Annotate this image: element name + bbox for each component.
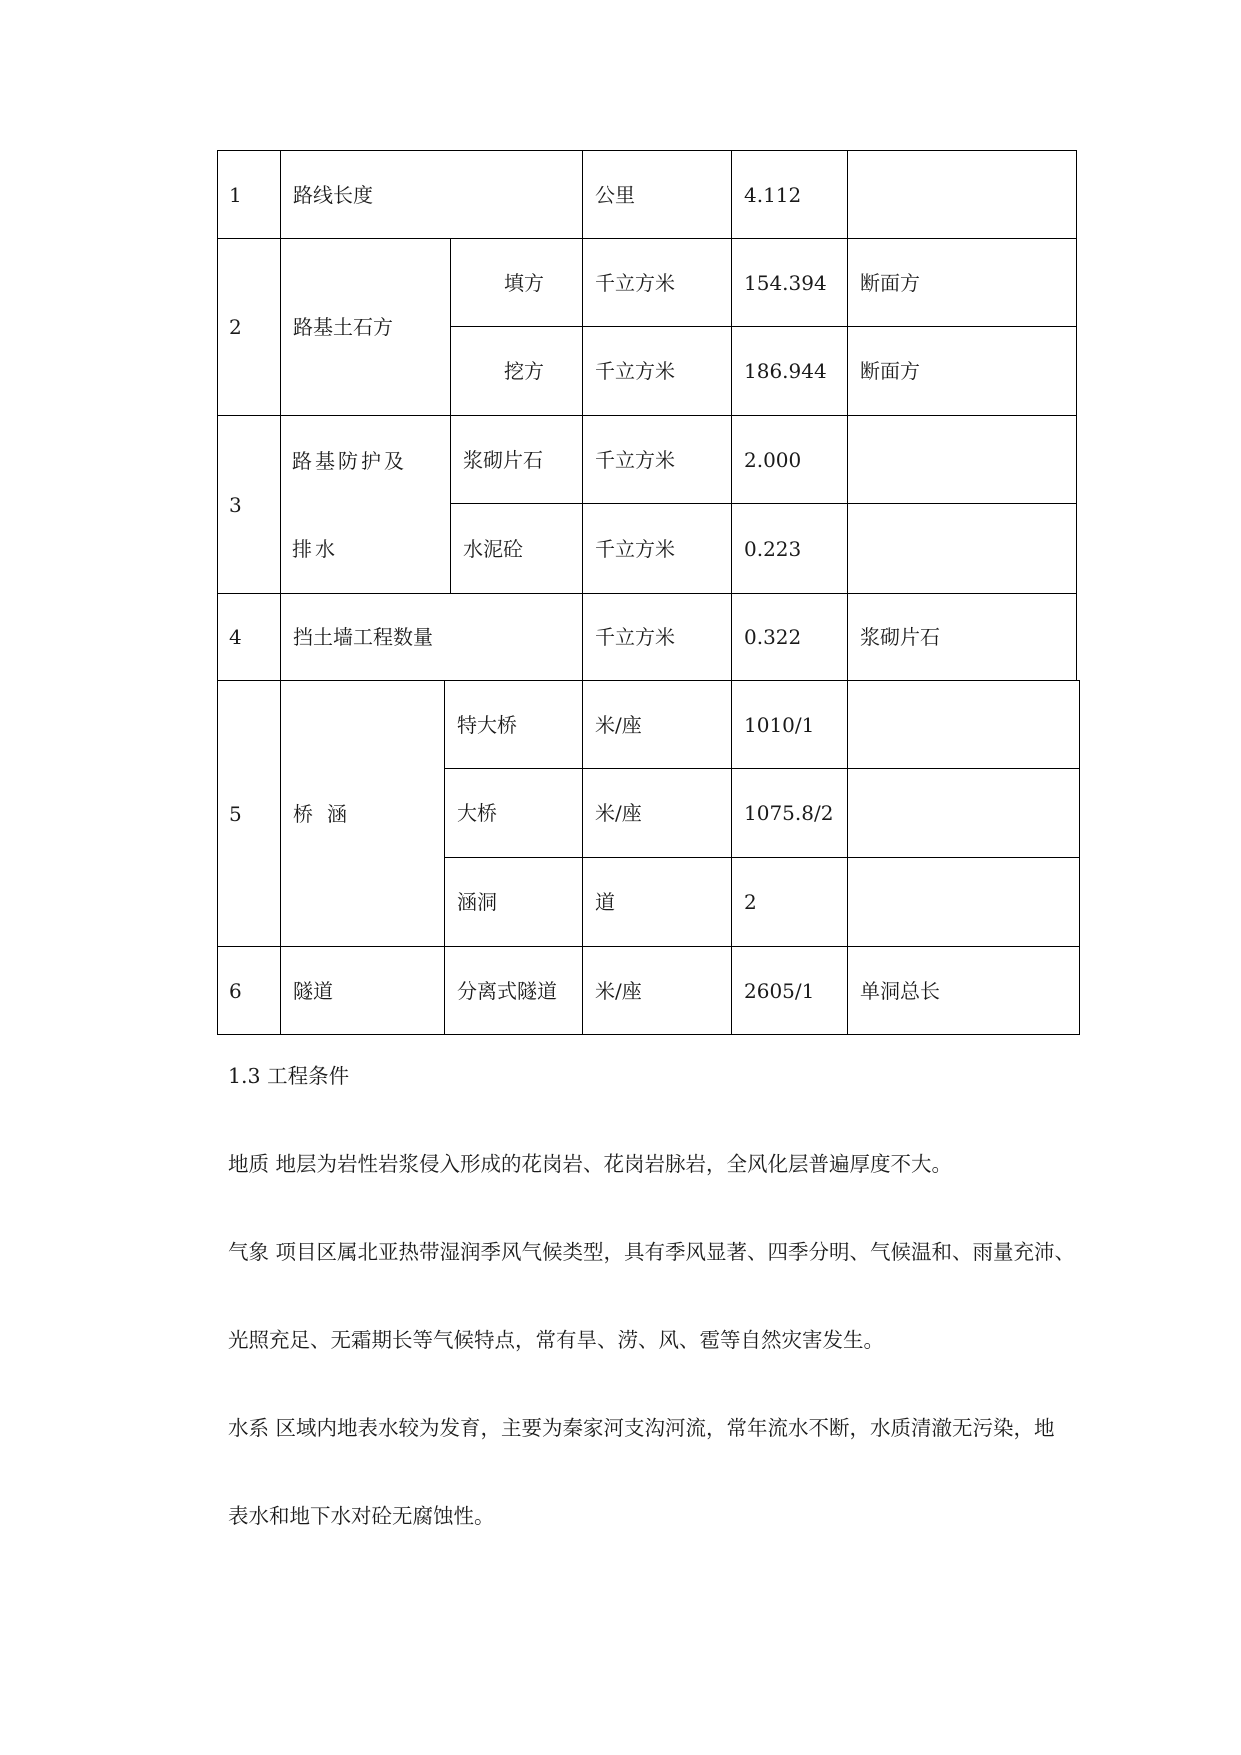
row-4-note: 浆砌片石: [847, 593, 1077, 681]
row-2-sub1-qty: 154.394: [731, 238, 848, 327]
row-2-item: 路基土石方: [280, 238, 451, 416]
row-4-unit: 千立方米: [582, 593, 732, 681]
row-5-sub2-name: 大桥: [444, 768, 583, 858]
row-3-sub2-qty: 0.223: [731, 503, 848, 594]
row-6-item: 隧道: [280, 946, 445, 1035]
row-5-sub3-qty: 2: [731, 857, 848, 947]
row-6-no: 6: [217, 946, 281, 1035]
row-5-sub1-unit: 米/座: [582, 680, 732, 769]
row-2-no: 2: [217, 238, 281, 416]
row-3-no: 3: [217, 415, 281, 594]
row-1-no: 1: [217, 150, 281, 239]
row-3-sub1-unit: 千立方米: [582, 415, 732, 504]
row-5-sub2-note: [847, 768, 1080, 858]
row-1-qty: 4.112: [731, 150, 848, 239]
row-5-sub1-qty: 1010/1: [731, 680, 848, 769]
row-5-item: 桥涵: [280, 680, 445, 947]
paragraph-water-line2: 表水和地下水对砼无腐蚀性。: [228, 1504, 495, 1528]
row-4-qty: 0.322: [731, 593, 848, 681]
row-5-sub1-name: 特大桥: [444, 680, 583, 769]
row-3-item-line1: 路基防护及: [292, 448, 407, 473]
row-5-sub1-note: [847, 680, 1080, 769]
row-6-sub: 分离式隧道: [444, 946, 583, 1035]
row-6-qty: 2605/1: [731, 946, 848, 1035]
row-4-item: 挡土墙工程数量: [280, 593, 583, 681]
row-2-sub2-note: 断面方: [847, 326, 1077, 416]
row-3-sub1-name: 浆砌片石: [450, 415, 583, 504]
row-2-sub2-unit: 千立方米: [582, 326, 732, 416]
paragraph-climate-line2: 光照充足、无霜期长等气候特点，常有旱、涝、风、雹等自然灾害发生。: [228, 1328, 884, 1352]
row-3-sub2-unit: 千立方米: [582, 503, 732, 594]
row-5-sub2-unit: 米/座: [582, 768, 732, 858]
row-5-no: 5: [217, 680, 281, 947]
paragraph-water-line1: 水系 区域内地表水较为发育，主要为秦家河支沟河流，常年流水不断，水质清澈无污染，地: [228, 1416, 1055, 1440]
row-3-sub1-qty: 2.000: [731, 415, 848, 504]
row-2-sub2-qty: 186.944: [731, 326, 848, 416]
row-2-sub1-note: 断面方: [847, 238, 1077, 327]
row-2-sub1-name: 填方: [450, 238, 583, 327]
row-3-sub2-note: [847, 503, 1077, 594]
row-6-unit: 米/座: [582, 946, 732, 1035]
row-2-sub2-name: 挖方: [450, 326, 583, 416]
paragraph-geology: 地质 地层为岩性岩浆侵入形成的花岗岩、花岗岩脉岩，全风化层普遍厚度不大。: [228, 1152, 953, 1176]
row-5-sub3-name: 涵洞: [444, 857, 583, 947]
row-3-sub2-name: 水泥砼: [450, 503, 583, 594]
row-5-sub3-unit: 道: [582, 857, 732, 947]
section-heading: 1.3 工程条件: [228, 1064, 350, 1088]
row-3-item: [280, 415, 451, 594]
row-4-no: 4: [217, 593, 281, 681]
row-5-sub3-note: [847, 857, 1080, 947]
row-3-sub1-note: [847, 415, 1077, 504]
row-1-unit: 公里: [582, 150, 732, 239]
row-6-note: 单洞总长: [847, 946, 1080, 1035]
row-1-item: 路线长度: [280, 150, 583, 239]
row-2-sub1-unit: 千立方米: [582, 238, 732, 327]
row-1-note: [847, 150, 1077, 239]
paragraph-climate-line1: 气象 项目区属北亚热带湿润季风气候类型，具有季风显著、四季分明、气候温和、雨量充沛、: [228, 1240, 1076, 1264]
row-3-item-line2: 排水: [292, 536, 338, 561]
row-5-sub2-qty: 1075.8/2: [731, 768, 848, 858]
